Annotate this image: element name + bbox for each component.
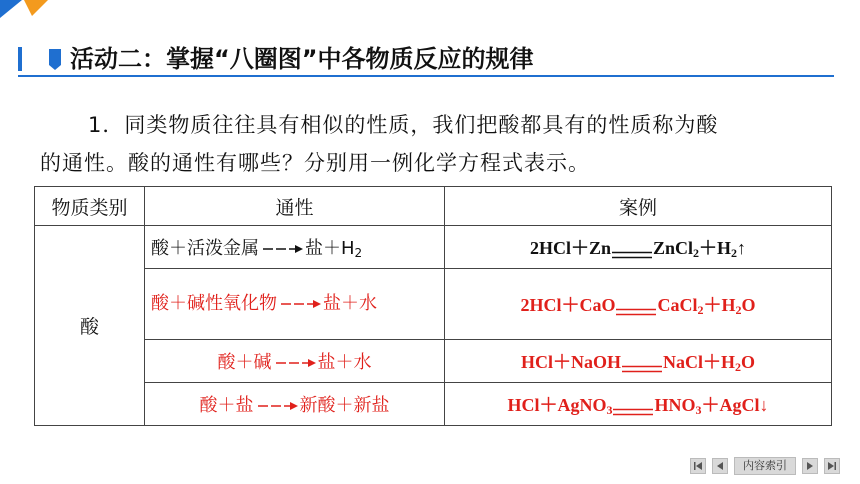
- yield-arrow-icon: [279, 299, 321, 309]
- yield-arrow-icon: [261, 244, 303, 254]
- header-rule: [18, 75, 834, 77]
- example-cell: 2HCl＋CaO $CaCl_2+H_2O$: [445, 269, 832, 340]
- page-title: 活动二：掌握“八圈图”中各物质反应的规律: [70, 45, 534, 73]
- table-row: [35, 340, 832, 383]
- table-row: [35, 383, 832, 426]
- header-property: 通性: [145, 187, 445, 226]
- section-header: [18, 41, 834, 77]
- yield-arrow-icon: [274, 358, 316, 368]
- example-cell: HCl＋NaOH $NaCl+H_2O$: [445, 340, 832, 383]
- acid-properties-table: [34, 186, 832, 426]
- property-cell: 酸＋碱性氧化物 盐＋水: [145, 269, 445, 340]
- example-cell: 2HCl＋Zn $ZnCl_2+H_2↑$: [445, 226, 832, 269]
- skip-forward-icon: [827, 461, 837, 471]
- example-cell: HCl＋AgNO$_3$ $HNO_3+AgCl↓$: [445, 383, 832, 426]
- first-page-button[interactable]: [690, 458, 706, 474]
- yield-arrow-icon: [256, 401, 298, 411]
- paragraph-line-2: 的通性。酸的通性有哪些？分别用一例化学方程式表示。: [40, 151, 590, 175]
- forward-icon: [805, 461, 815, 471]
- prev-page-button[interactable]: [712, 458, 728, 474]
- property-cell: 酸＋活泼金属 盐$+H_2$: [145, 226, 445, 269]
- skip-back-icon: [693, 461, 703, 471]
- table-header-row: [35, 187, 832, 226]
- back-icon: [715, 461, 725, 471]
- table-row: [35, 226, 832, 269]
- question-paragraph: [40, 106, 840, 182]
- header-bar: [18, 47, 22, 71]
- content-index-button[interactable]: 内容索引: [734, 457, 796, 475]
- slide-navigation: [690, 457, 840, 475]
- header-example: 案例: [445, 187, 832, 226]
- property-cell: 酸＋碱 盐＋水: [145, 340, 445, 383]
- equals-sign-icon: [613, 401, 653, 411]
- category-cell: 酸: [35, 226, 145, 426]
- paragraph-line-1: 1．同类物质往往具有相似的性质，我们把酸都具有的性质称为酸: [88, 113, 719, 137]
- bookmark-icon: [46, 47, 64, 71]
- property-cell: 酸＋盐 新酸＋新盐: [145, 383, 445, 426]
- last-page-button[interactable]: [824, 458, 840, 474]
- equals-sign-icon: [616, 301, 656, 311]
- equals-sign-icon: [622, 358, 662, 368]
- next-page-button[interactable]: [802, 458, 818, 474]
- equals-sign-icon: [612, 244, 652, 254]
- corner-decoration: [0, 0, 60, 30]
- table-row: [35, 269, 832, 340]
- header-category: 物质类别: [35, 187, 145, 226]
